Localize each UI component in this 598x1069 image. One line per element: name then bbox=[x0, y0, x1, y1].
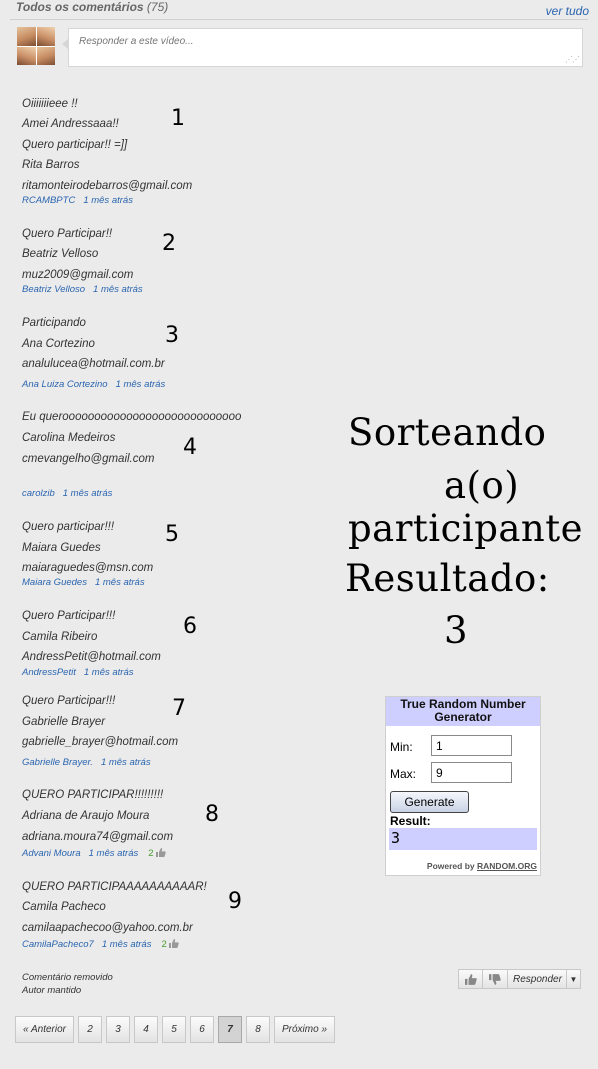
current-page-button[interactable]: 7 bbox=[218, 1016, 242, 1043]
page-button[interactable]: 5 bbox=[162, 1016, 186, 1043]
comment-line: camilaapachecoo@yahoo.com.br bbox=[22, 922, 193, 934]
reply-input[interactable] bbox=[77, 35, 571, 48]
comment-time-link[interactable]: 1 mês atrás bbox=[83, 667, 134, 678]
comment-meta bbox=[22, 667, 134, 678]
rng-result-value: 3 bbox=[389, 828, 537, 850]
comment-time-link[interactable]: 1 mês atrás bbox=[62, 488, 113, 499]
raffle-result-value: 3 bbox=[444, 609, 469, 652]
entry-number: 4 bbox=[183, 435, 197, 460]
raffle-heading-line-3: participante bbox=[348, 507, 584, 550]
comment-author-link[interactable]: CamilaPacheco7 bbox=[22, 939, 94, 950]
comment-line: Participando bbox=[22, 317, 86, 329]
thumbs-down-icon bbox=[489, 974, 501, 985]
page-button[interactable]: 3 bbox=[106, 1016, 130, 1043]
comment-line: muz2009@gmail.com bbox=[22, 269, 134, 281]
comment-line: QUERO PARTICIPAAAAAAAAAAR! bbox=[22, 881, 207, 893]
comment-line: Beatriz Velloso bbox=[22, 248, 99, 260]
raffle-heading-line-2: a(o) bbox=[444, 464, 520, 507]
generate-button[interactable]: Generate bbox=[390, 791, 469, 813]
entry-number: 5 bbox=[165, 522, 179, 547]
comment-time-link[interactable]: 1 mês atrás bbox=[83, 195, 133, 206]
comment-author-link[interactable]: Advani Moura bbox=[22, 848, 81, 859]
vote-count: 2 bbox=[161, 939, 167, 950]
entry-number: 9 bbox=[228, 889, 242, 914]
comment-time-link[interactable]: 1 mês atrás bbox=[88, 848, 139, 859]
comment-author-link[interactable]: Ana Luiza Cortezino bbox=[22, 379, 108, 390]
view-all-link[interactable]: ver tudo bbox=[545, 4, 589, 18]
comment-author-link[interactable]: Beatriz Velloso bbox=[22, 284, 86, 295]
next-page-button[interactable]: Próximo » bbox=[274, 1016, 335, 1043]
avatar bbox=[17, 27, 55, 65]
entry-number: 1 bbox=[171, 106, 185, 131]
comment-line: ritamonteirodebarros@gmail.com bbox=[22, 180, 193, 192]
comment-line: AndressPetit@hotmail.com bbox=[22, 651, 161, 663]
like-button[interactable] bbox=[458, 969, 483, 989]
rng-result-label: Result: bbox=[390, 814, 431, 828]
comment-line: Camila Ribeiro bbox=[22, 631, 98, 643]
comment-line: Adriana de Araujo Moura bbox=[22, 810, 150, 822]
reply-box[interactable] bbox=[68, 28, 583, 67]
comment-time-link[interactable]: 1 mês atrás bbox=[100, 757, 151, 768]
comment-time-link[interactable]: 1 mês atrás bbox=[101, 939, 152, 950]
removed-comment-label: Comentário removido bbox=[22, 972, 113, 983]
powered-by bbox=[427, 861, 537, 871]
comments-count: (75) bbox=[146, 0, 169, 14]
comment-author-link[interactable]: Maiara Guedes bbox=[22, 577, 87, 588]
comment-meta bbox=[22, 577, 145, 588]
comment-line: Carolina Medeiros bbox=[22, 432, 116, 444]
comment-line: Gabrielle Brayer bbox=[22, 716, 106, 728]
comment-line: Quero participar!! =]] bbox=[22, 139, 128, 151]
rng-max-input[interactable] bbox=[431, 762, 512, 783]
comment-line: Oiiiiiiieee !! bbox=[22, 98, 78, 110]
comment-line: analulucea@hotmail.com.br bbox=[22, 358, 165, 370]
random-org-link[interactable]: RANDOM.ORG bbox=[477, 861, 537, 871]
comment-line: QUERO PARTICIPAR!!!!!!!!! bbox=[22, 789, 164, 801]
comment-line: Camila Pacheco bbox=[22, 901, 106, 913]
entry-number: 8 bbox=[205, 802, 219, 827]
comment-line: Maiara Guedes bbox=[22, 542, 101, 554]
raffle-result-label: Resultado: bbox=[345, 557, 550, 600]
reply-button[interactable]: Responder bbox=[508, 969, 567, 989]
rng-max-label: Max: bbox=[390, 767, 417, 781]
random-number-generator bbox=[385, 696, 541, 876]
page-button[interactable]: 8 bbox=[246, 1016, 270, 1043]
comment-line: Amei Andressaaa!! bbox=[22, 118, 119, 130]
comment-line: gabrielle_brayer@hotmail.com bbox=[22, 736, 179, 748]
comment-line: maiaraguedes@msn.com bbox=[22, 562, 154, 574]
comment-author-link[interactable]: RCAMBPTC bbox=[22, 195, 76, 206]
reply-menu-button[interactable] bbox=[567, 969, 581, 989]
raffle-heading-line-1: Sorteando bbox=[348, 411, 547, 454]
entry-number: 6 bbox=[183, 614, 197, 639]
page-button[interactable]: 2 bbox=[78, 1016, 102, 1043]
comments-title-text: Todos os comentários bbox=[16, 0, 144, 14]
comment-line: Quero Participar!! bbox=[22, 228, 113, 240]
comment-author-link[interactable]: carolzib bbox=[22, 488, 55, 499]
comment-meta bbox=[22, 195, 133, 206]
comment-line: Rita Barros bbox=[22, 159, 80, 171]
vote-count: 2 bbox=[148, 848, 154, 859]
comment-author-link[interactable]: Gabrielle Brayer. bbox=[22, 757, 93, 768]
thumbs-up-icon bbox=[169, 939, 179, 948]
thumbs-up-icon bbox=[156, 848, 166, 857]
comment-time-link[interactable]: 1 mês atrás bbox=[93, 284, 143, 295]
comment-line: Quero Participar!!! bbox=[22, 610, 116, 622]
comment-line: Quero participar!!! bbox=[22, 521, 115, 533]
previous-page-button[interactable]: « Anterior bbox=[15, 1016, 74, 1043]
removed-author-label: Autor mantido bbox=[22, 985, 82, 996]
page-button[interactable]: 4 bbox=[134, 1016, 158, 1043]
comment-line: Quero Participar!!! bbox=[22, 695, 116, 707]
comment-meta bbox=[22, 939, 179, 950]
comment-actions bbox=[458, 969, 581, 989]
rng-min-input[interactable] bbox=[431, 735, 512, 756]
comment-meta bbox=[22, 757, 151, 768]
chevron-down-icon: ▼ bbox=[569, 974, 578, 984]
comment-time-link[interactable]: 1 mês atrás bbox=[115, 379, 166, 390]
entry-number: 7 bbox=[172, 696, 186, 721]
comment-meta bbox=[22, 488, 112, 499]
comment-line: Eu queroooooooooooooooooooooooooooo bbox=[22, 411, 242, 423]
resize-grip-icon[interactable]: ⋰⋰ bbox=[565, 55, 579, 64]
comment-line: adriana.moura74@gmail.com bbox=[22, 831, 174, 843]
thumbs-up-icon bbox=[465, 974, 477, 985]
comment-line: cmevangelho@gmail.com bbox=[22, 453, 155, 465]
header-divider bbox=[10, 19, 588, 20]
comment-meta bbox=[22, 848, 166, 859]
pagination bbox=[15, 1016, 335, 1043]
page-button[interactable]: 6 bbox=[190, 1016, 214, 1043]
powered-by-text: Powered by bbox=[426, 861, 475, 871]
rng-min-label: Min: bbox=[390, 740, 413, 754]
comment-line: Ana Cortezino bbox=[22, 338, 95, 350]
rng-title: True Random Number Generator bbox=[386, 697, 540, 726]
comments-title bbox=[16, 0, 168, 14]
dislike-button[interactable] bbox=[483, 969, 508, 989]
entry-number: 2 bbox=[162, 231, 176, 256]
comment-author-link[interactable]: AndressPetit bbox=[22, 667, 76, 678]
comment-time-link[interactable]: 1 mês atrás bbox=[94, 577, 145, 588]
entry-number: 3 bbox=[165, 323, 179, 348]
comment-meta bbox=[22, 284, 143, 295]
comment-meta bbox=[22, 379, 165, 390]
